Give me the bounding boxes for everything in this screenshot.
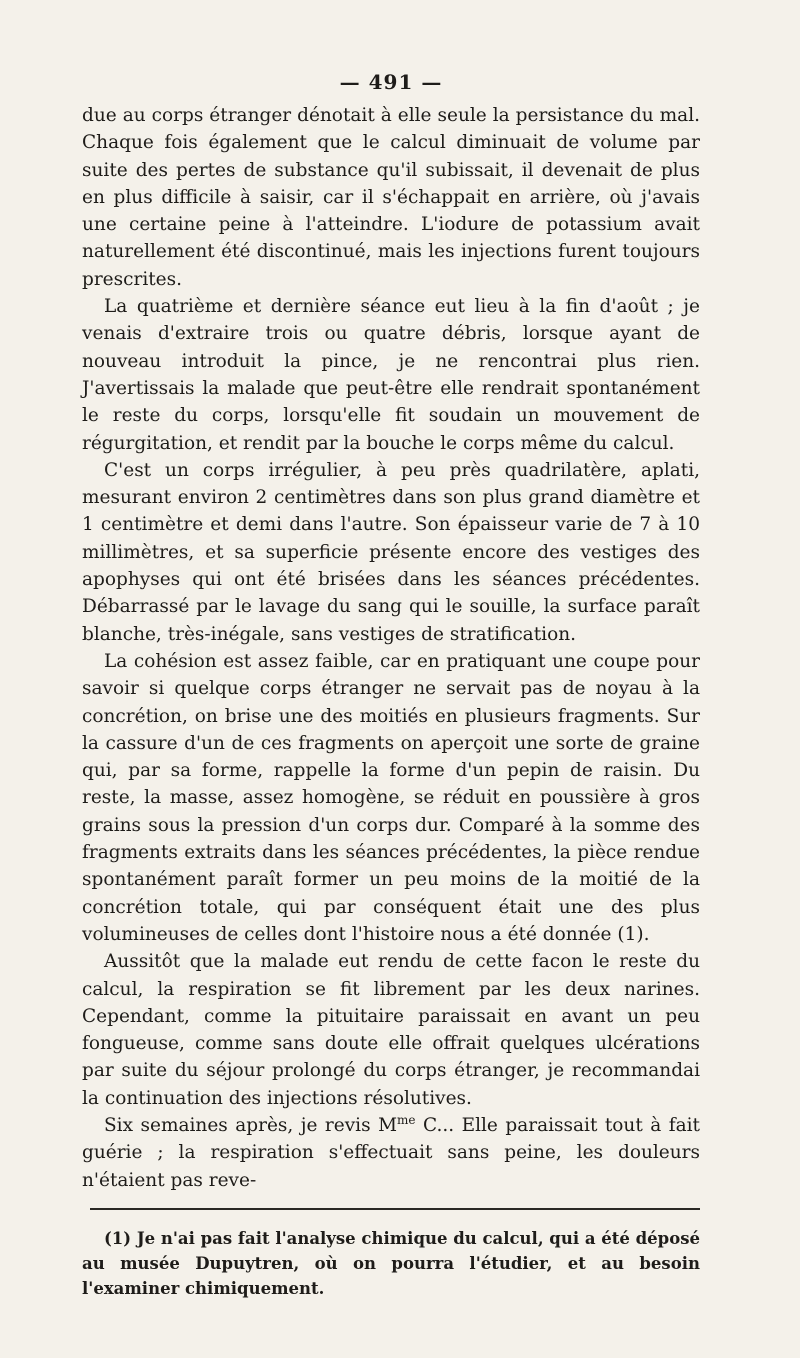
title-abbreviation-superscript: me	[397, 1112, 416, 1127]
paragraph-4: La cohésion est assez faible, car en pratiquant une coupe pour savoir si quelque corps étranger ne servait pas de noyau à la concrétion, on brise une des moitiés en plusieurs fragments. Sur la cassure d'un de ces fragments on aperçoit une sorte de graine qui, par sa forme, rappelle la forme d'un pepin de raisin. Du reste, la masse, assez homogène, se réduit en poussière à gros grains sous la pression d'un corps dur. Comparé à la somme des fragments extraits dans les séances précédentes, la pièce rendue spontanément paraît former un peu moins de la moitié de la concrétion totale, qui par conséquent était une des plus volumineuses de celles dont l'histoire nous a été donnée (1).	[82, 650, 700, 945]
footnote-divider	[90, 1208, 700, 1210]
paragraph-2: La quatrième et dernière séance eut lieu à la fin d'août ; je venais d'extraire trois ou quatre débris, lorsque ayant de nouveau introduit la pince, je ne rencontrai plus rien. J'avertissais la malade que peut-être elle rendrait spontanément le reste du corps, lorsqu'elle fit soudain un mouvement de régurgitation, et rendit par la bouche le corps même du calcul.	[82, 296, 700, 454]
book-page	[82, 68, 700, 1301]
paragraph-6-start: Six semaines après, je revis M	[104, 1114, 398, 1136]
footnote: (1) Je n'ai pas fait l'analyse chimique du calcul, qui a été déposé au musée Dupuytren, où on pourra l'étudier, et au besoin l'examiner chimiquement.	[82, 1228, 701, 1298]
paragraph-1: due au corps étranger dénotait à elle seule la persistance du mal. Chaque fois également que le calcul diminuait de volume par suite des pertes de substance qu'il subissait, il devenait de plus en plus difficile à saisir, car il s'échappait en arrière, où j'avais une certaine peine à l'atteindre. L'iodure de potassium avait naturellement été discontinué, mais les injections furent toujours prescrites.	[82, 105, 700, 290]
page-number: — 491 —	[339, 70, 443, 94]
body-text	[82, 102, 700, 1194]
paragraph-5: Aussitôt que la malade eut rendu de cette facon le reste du calcul, la respiration se fit librement par les deux narines. Cependant, comme la pituitaire paraissait en avant un peu fongueuse, comme sans doute elle offrait quelques ulcérations par suite du séjour prolongé du corps étranger, je recommandai la continuation des injections résolutives.	[82, 951, 700, 1109]
paragraph-6-end: C... Elle paraissait tout à fait guérie ; la respiration s'effectuait sans peine, les douleurs n'étaient pas reve-	[82, 1114, 700, 1191]
paragraph-6	[82, 1112, 700, 1194]
paragraph-3: C'est un corps irrégulier, à peu près quadrilatère, aplati, mesurant environ 2 centimètres dans son plus grand diamètre et 1 centimètre et demi dans l'autre. Son épaisseur varie de 7 à 10 millimètres, et sa superficie présente encore des vestiges des apophyses qui ont été brisées dans les séances précédentes. Débarrassé par le lavage du sang qui le souille, la surface paraît blanche, très-inégale, sans vestiges de stratification.	[82, 459, 700, 645]
